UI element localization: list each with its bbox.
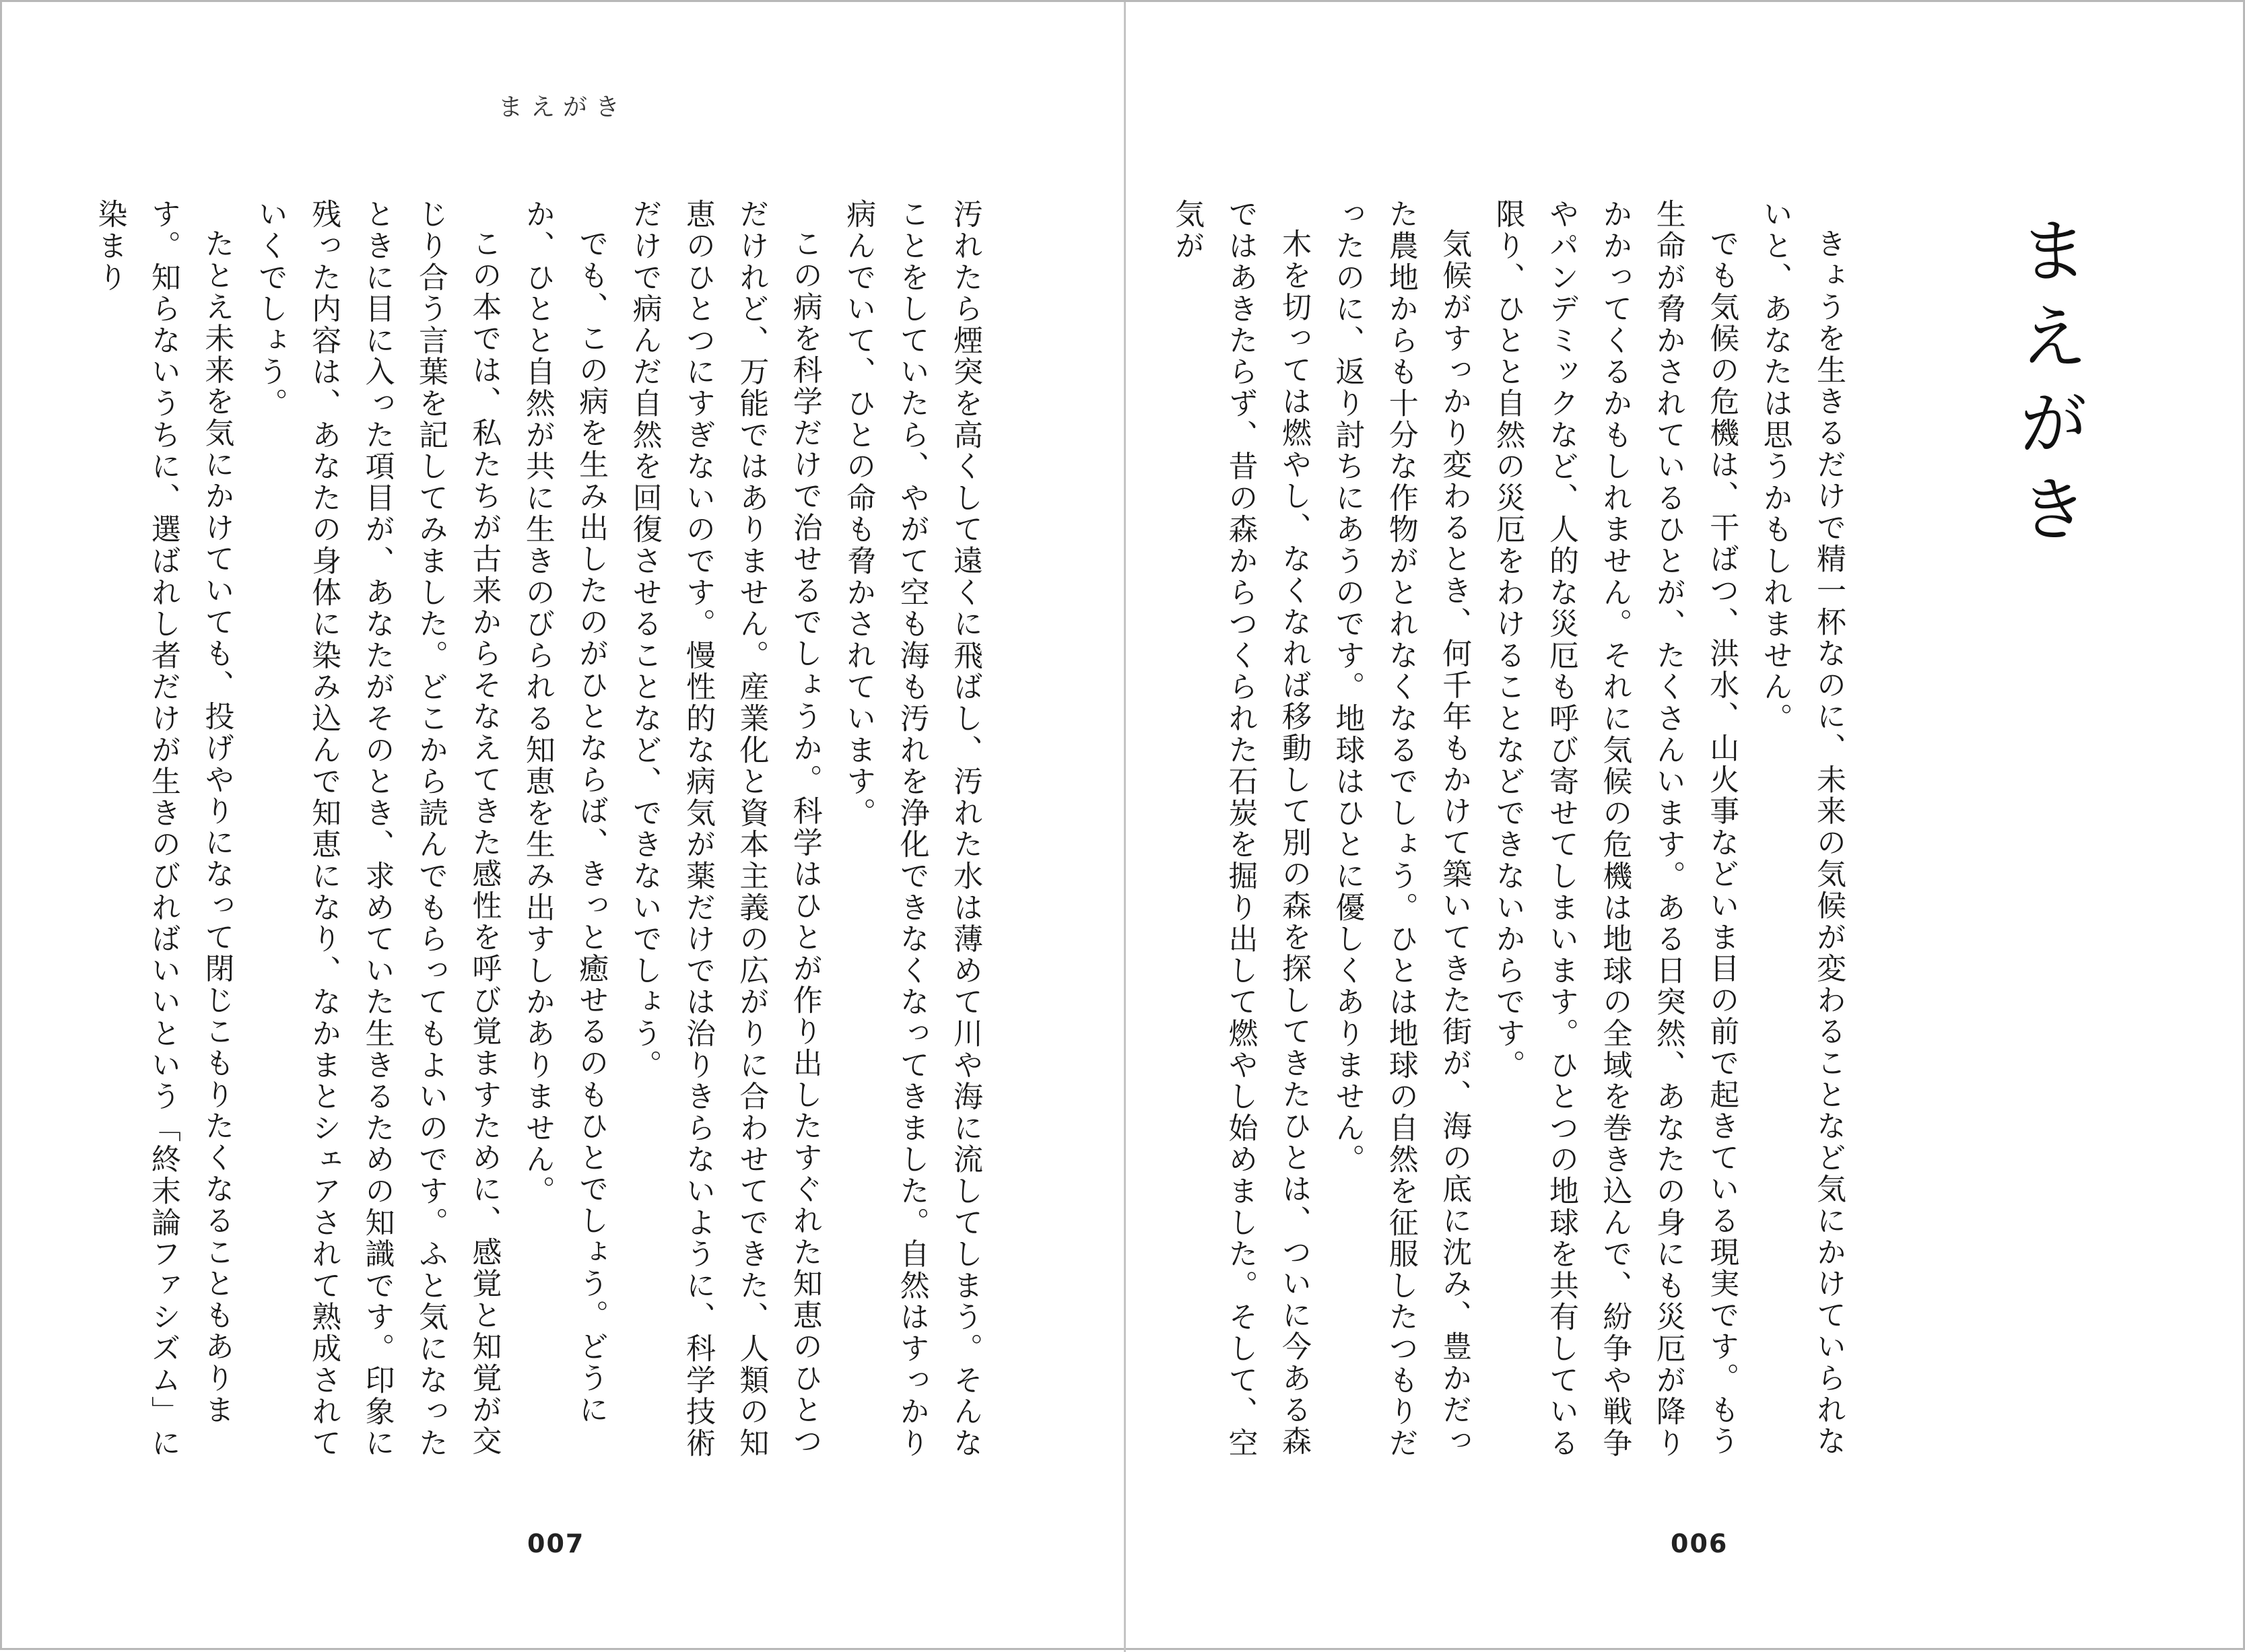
paragraph: 木を切っては燃やし、なくなれば移動して別の森を探してきたひとは、ついに今ある森ではあきたらず、昔の森からつくられた石炭を掘り出して燃やし始めました。そして、空気が [1170,199,1311,1459]
paragraph: 気候がすっかり変わるとき、何千年もかけて築いてきた街が、海の底に沈み、豊かだった農地からも十分な作物がとれなくなるでしょう。ひとは地球の自然を征服したつもりだったのに、返り討ちにあうのです。地球はひとに優しくありません。 [1330,199,1472,1459]
running-head: まえがき [498,94,628,121]
page-number: 006 [1671,1529,1729,1558]
paragraph: たとえ未来を気にかけていても、投げやりになって閉じこもりたくなることもあります。知らないうちに、選ばれし者だけが生きのびればいいという「終末論ファシズム」に染まり [92,199,234,1459]
paragraph: この本では、私たちが古来からそなえてきた感性を呼び覚ますために、感覚と知覚が交じり合う言葉を記してみました。どこから読んでもらってもよいのです。ふと気になったときに目に入った項目が、あなたがそのとき、求めていた生きるための知識です。印象に残った内容は、あなたの身体に染み込んで知恵になり、なかまとシェアされて熟成されていくでしょう。 [253,199,502,1459]
chapter-title: まえがき [2007,214,2089,559]
paragraph: きょうを生きるだけで精一杯なのに、未来の気候が変わることなど気にかけていられないと、あなたは思うかもしれません。 [1757,199,1846,1457]
page-007 [2,2,1124,1652]
paragraph: 汚れたら煙突を高くして遠くに飛ばし、汚れた水は薄めて川や海に流してしまう。そんなことをしていたら、やがて空も海も汚れを浄化できなくなってきました。自然はすっかり病んでいて、ひとの命も脅かされています。 [841,199,982,1459]
body-text [1170,199,1855,1478]
paragraph: でも気候の危機は、干ばつ、洪水、山火事などいま目の前で起きている現実です。もう生命が脅かされているひとが、たくさんいます。ある日突然、あなたの身にも災厄が降りかかってくるかもしれません。それに気候の危機は地球の全域を巻き込んで、紛争や戦争やパンデミックなど、人的な災厄も呼び寄せてしまいます。ひとつの地球を共有している限り、ひとと自然の災厄をわけることなどできないからです。 [1490,199,1739,1459]
body-text [92,199,992,1478]
paragraph: でも、この病を生み出したのがひとならば、きっと癒せるのもひとでしょう。どうにか、ひとと自然が共に生きのびられる知恵を生み出すしかありません。 [520,199,609,1426]
page-number: 007 [527,1529,585,1558]
paragraph: この病を科学だけで治せるでしょうか。科学はひとが作り出したすぐれた知恵のひとつだけれど、万能ではありません。産業化と資本主義の広がりに合わせてできた、人類の知恵のひとつにすぎないのです。慢性的な病気が薬だけでは治りきらないように、科学技術だけで病んだ自然を回復させることなど、できないでしょう。 [627,199,822,1459]
